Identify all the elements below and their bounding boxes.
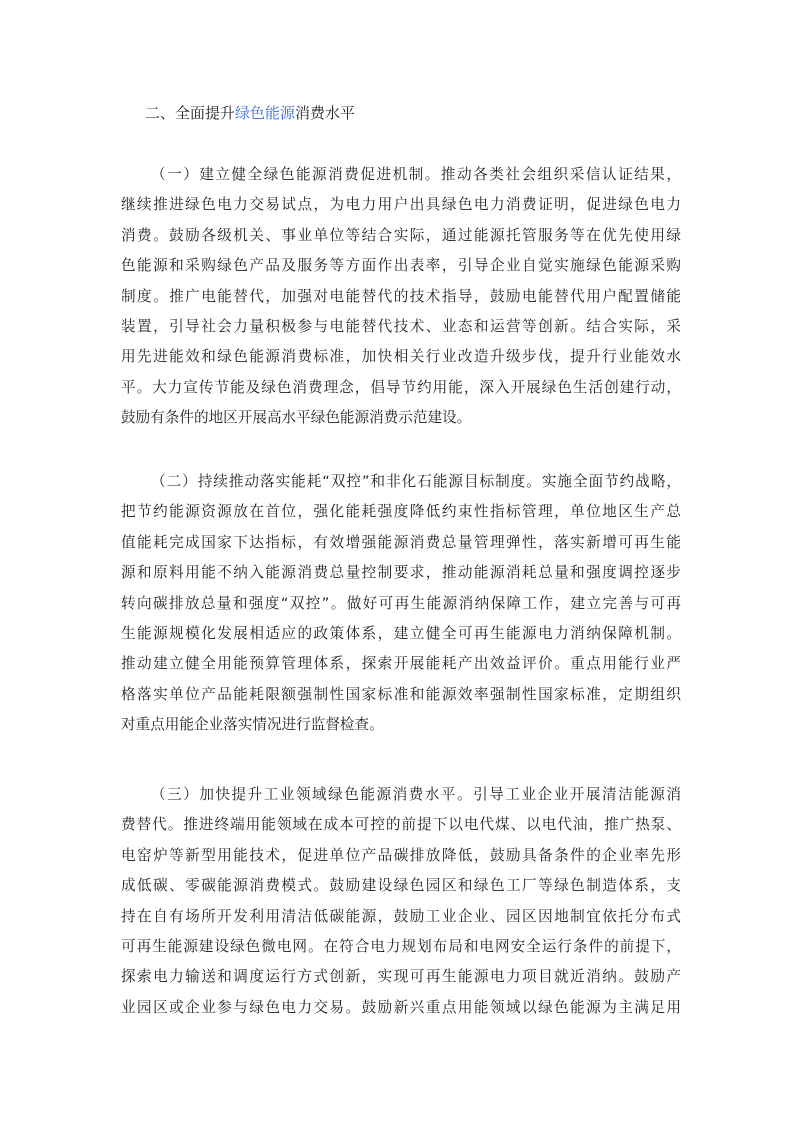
- paragraph-line: 格落实单位产品能耗限额强制性国家标准和能源效率强制性国家标准，定期组织: [121, 685, 681, 703]
- paragraph-line: 转向碳排放总量和强度“双控”。做好可再生能源消纳保障工作，建立完善与可再: [121, 594, 681, 612]
- green-energy-link[interactable]: 绿色能源: [235, 104, 296, 122]
- paragraph-line: 平。大力宣传节能及绿色消费理念，倡导节约用能，深入开展绿色生活创建行动，: [121, 378, 681, 396]
- paragraph-line: 业园区或企业参与绿色电力交易。鼓励新兴重点用能领域以绿色能源为主满足用: [121, 998, 681, 1016]
- paragraph-line: 装置，引导社会力量积极参与电能替代技术、业态和运营等创新。结合实际，采: [121, 317, 681, 335]
- paragraph-line: 源和原料用能不纳入能源消费总量控制要求，推动能源消耗总量和强度调控逐步: [121, 564, 681, 582]
- paragraph-line: 可再生能源建设绿色微电网。在符合电力规划布局和电网安全运行条件的前提下，: [121, 937, 681, 955]
- paragraph-line: 制度。推广电能替代，加强对电能替代的技术指导，鼓励电能替代用户配置储能: [121, 287, 681, 305]
- paragraph-line: （二）持续推动落实能耗“双控”和非化石能源目标制度。实施全面节约战略，: [151, 473, 681, 490]
- paragraph-line: 色能源和采购绿色产品及服务等方面作出表率，引导企业自觉实施绿色能源采购: [121, 257, 681, 275]
- paragraph-1: [121, 160, 681, 434]
- paragraph-line: 消费。鼓励各级机关、事业单位等结合实际，通过能源托管服务等在优先使用绿: [121, 226, 681, 244]
- paragraph-line: 探索电力输送和调度运行方式创新，实现可再生能源电力项目就近消纳。鼓励产: [121, 968, 681, 986]
- paragraph-line: 持在自有场所开发利用清洁低碳能源，鼓励工业企业、园区因地制宜依托分布式: [121, 907, 681, 925]
- heading-suffix: 消费水平: [295, 104, 356, 122]
- paragraph-2: [121, 467, 681, 741]
- paragraph-3: [121, 780, 681, 1023]
- paragraph-line: 电窑炉等新型用能技术，促进单位产品碳排放降低，鼓励具备条件的企业率先形: [121, 846, 681, 864]
- paragraph-line: 费替代。推进终端用能领域在成本可控的前提下以电代煤、以电代油，推广热泵、: [121, 816, 681, 834]
- paragraph-line: 鼓励有条件的地区开展高水平绿色能源消费示范建设。: [121, 409, 472, 427]
- paragraph-line: （一）建立健全绿色能源消费促进机制。推动各类社会组织采信认证结果，: [151, 166, 681, 183]
- paragraph-line: 把节约能源资源放在首位，强化能耗强度降低约束性指标管理，单位地区生产总: [121, 503, 681, 521]
- paragraph-line: 值能耗完成国家下达指标，有效增强能源消费总量管理弹性，落实新增可再生能: [121, 533, 681, 551]
- paragraph-line: 用先进能效和绿色能源消费标准，加快相关行业改造升级步伐，提升行业能效水: [121, 348, 681, 366]
- heading-prefix: 二、全面提升: [145, 104, 236, 122]
- paragraph-line: （三）加快提升工业领域绿色能源消费水平。引导工业企业开展清洁能源消: [151, 786, 681, 803]
- paragraph-line: 对重点用能企业落实情况进行监督检查。: [121, 716, 384, 734]
- paragraph-line: 生能源规模化发展相适应的政策体系，建立健全可再生能源电力消纳保障机制。: [121, 624, 681, 642]
- paragraph-line: 成低碳、零碳能源消费模式。鼓励建设绿色园区和绿色工厂等绿色制造体系，支: [121, 877, 681, 895]
- paragraph-line: 推动建立健全用能预算管理体系，探索开展能耗产出效益评价。重点用能行业严: [121, 655, 681, 673]
- paragraph-line: 继续推进绿色电力交易试点，为电力用户出具绿色电力消费证明，促进绿色电力: [121, 196, 681, 214]
- section-heading: [145, 100, 355, 126]
